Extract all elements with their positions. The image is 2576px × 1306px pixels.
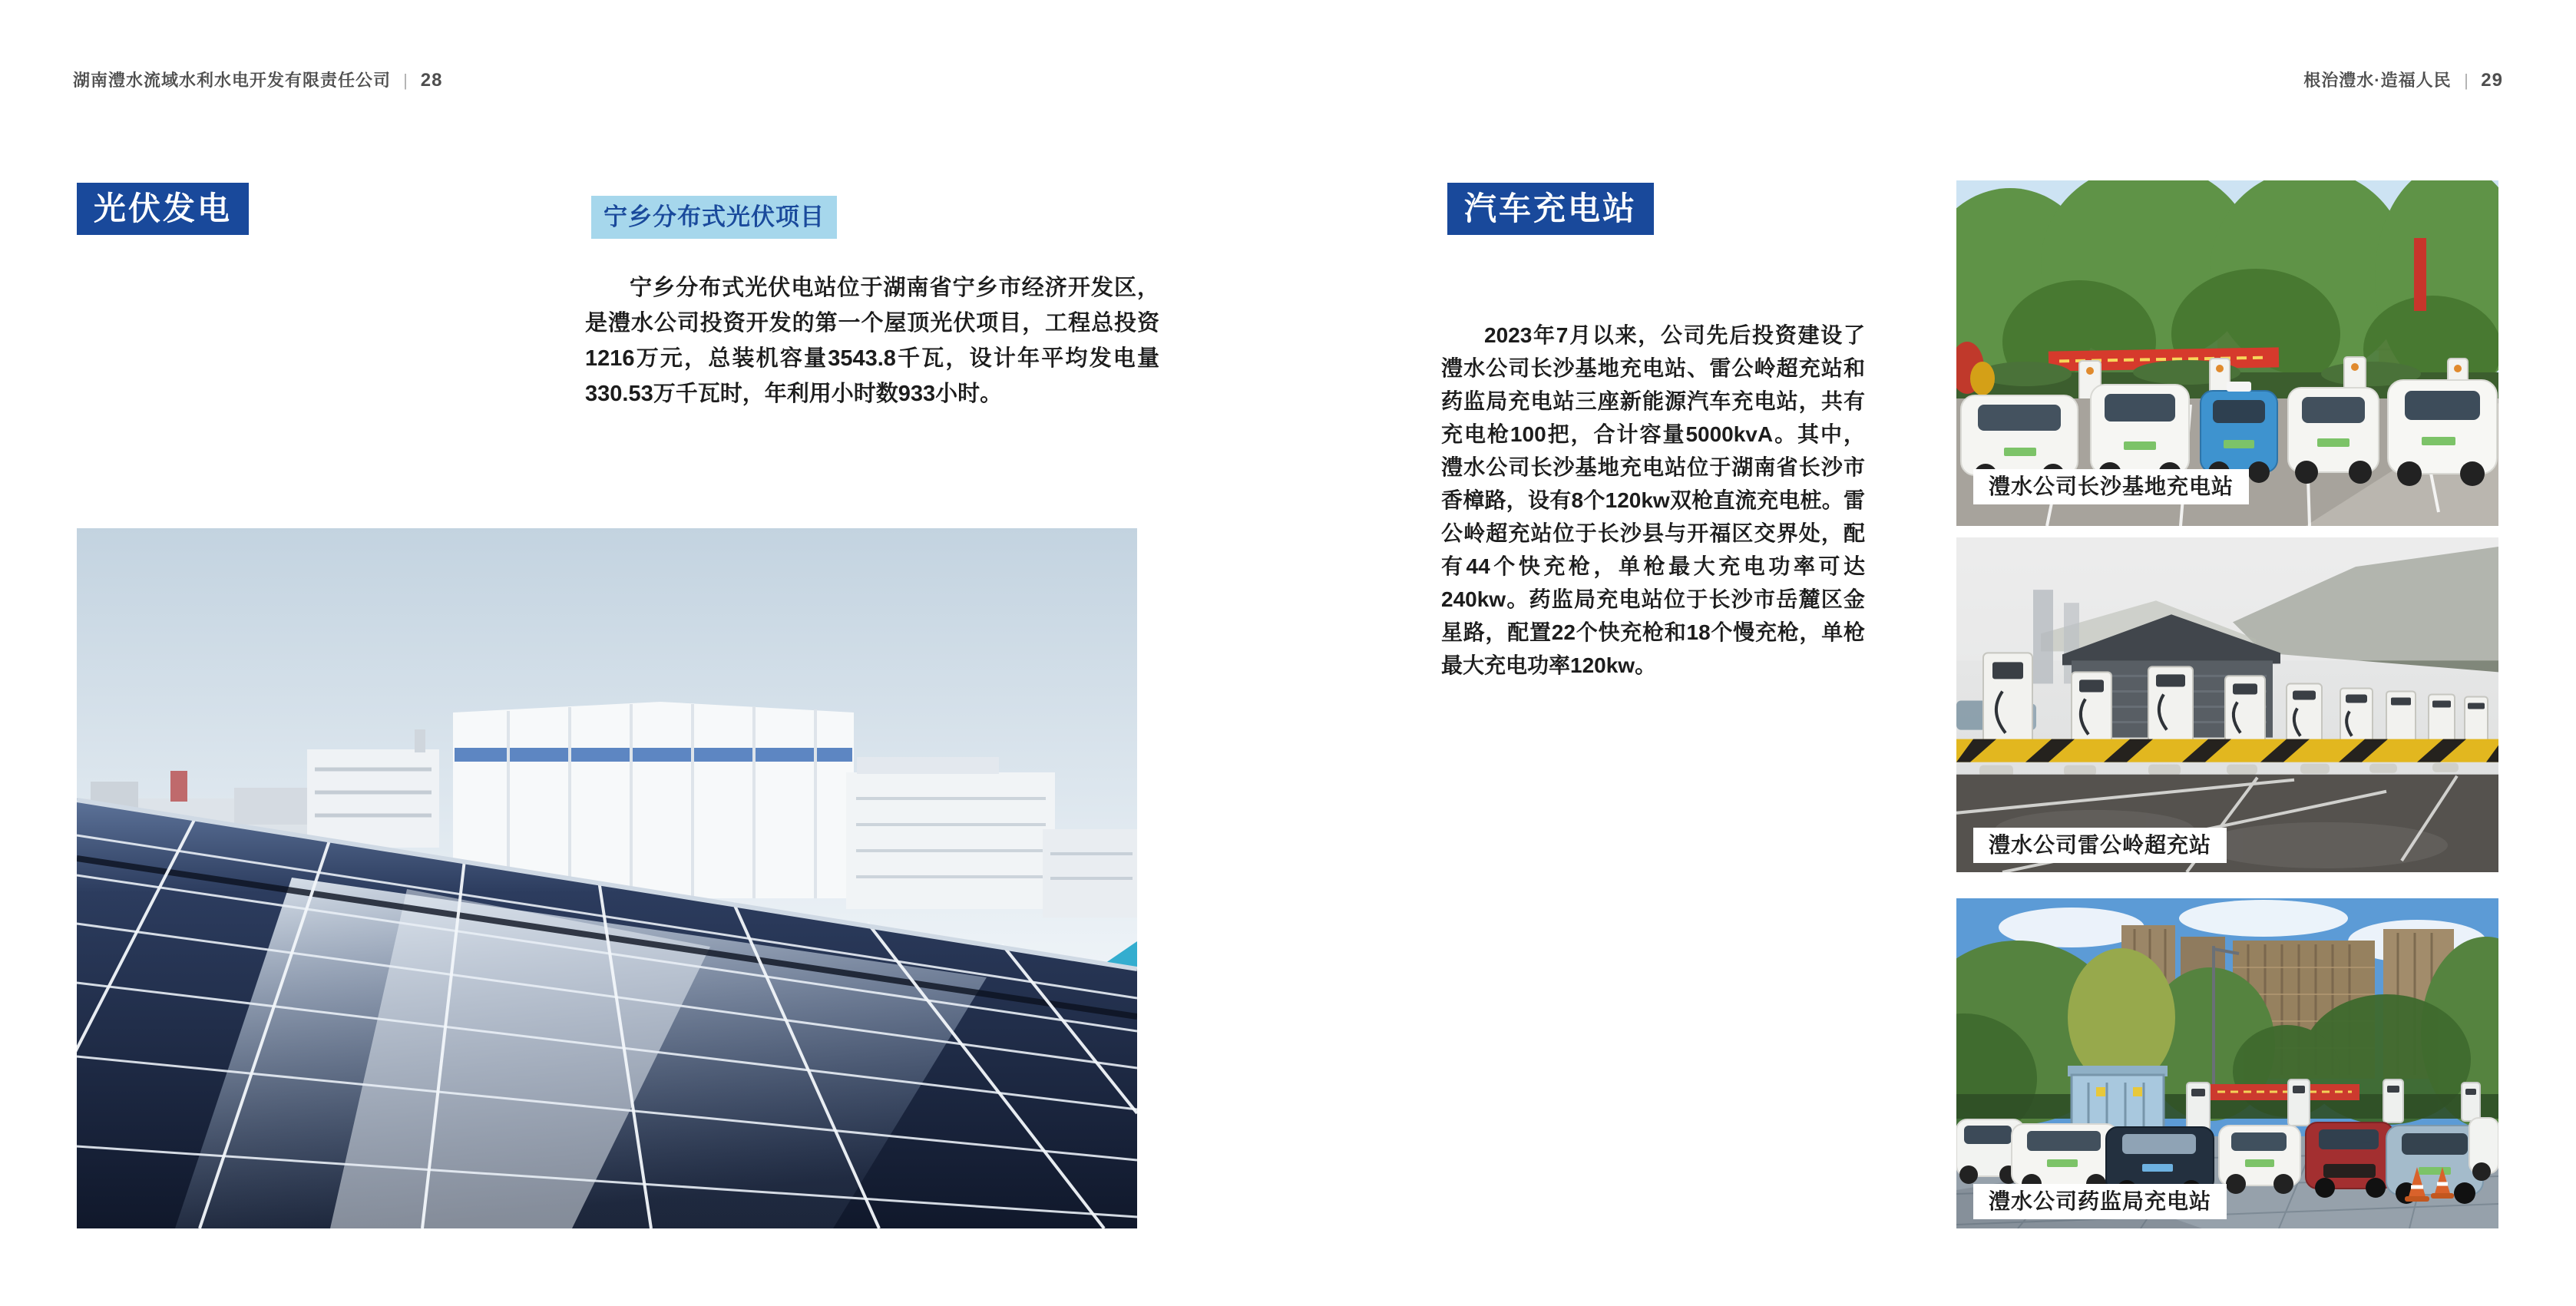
changsha-base-station-photo [1956, 180, 2498, 526]
solar-photo-illustration [77, 528, 1137, 1228]
section-title-ev: 汽车充电站 [1447, 183, 1654, 235]
yaojianju-station-photo [1956, 898, 2498, 1228]
photo-caption-changsha-base: 澧水公司长沙基地充电站 [1973, 469, 2249, 504]
company-name: 湖南澧水流域水利水电开发有限责任公司 [73, 71, 392, 90]
charging-station-3-illustration [1956, 898, 2498, 1228]
slogan-text: 根治澧水·造福人民 [2303, 71, 2452, 90]
photo-caption-leigongling: 澧水公司雷公岭超充站 [1973, 828, 2227, 863]
page-header-left [73, 68, 442, 91]
page-number-left: 28 [420, 70, 443, 91]
photo-caption-yaojianju: 澧水公司药监局充电站 [1973, 1184, 2227, 1219]
page-number-right: 29 [2481, 70, 2503, 91]
header-divider: | [404, 71, 408, 90]
rooftop-solar-panels-photo [77, 528, 1137, 1228]
ev-paragraph: 2023年7月以来，公司先后投资建设了澧水公司长沙基地充电站、雷公岭超充站和药监局充电站三座新能源汽车充电站，共有充电枪100把，合计容量5000kvA。其中，澧水公司长沙基地充电站位于湖南省长沙市香樟路，设有8个120kw双枪直流充电桩。雷公岭超充站位于长沙县与开福区交界处，配有44个快充枪，单枪最大充电功率可达240kw。药监局充电站位于长沙市岳麓区金星路，配置22个快充枪和18个慢充枪，单枪最大充电功率120kw。 [1441, 323, 1865, 677]
project-tag-ningxiang-pv: 宁乡分布式光伏项目 [591, 196, 837, 239]
leigongling-supercharge-station-photo [1956, 537, 2498, 872]
header-divider: | [2464, 71, 2469, 90]
section-title-pv: 光伏发电 [77, 183, 249, 235]
charging-station-2-illustration [1956, 537, 2498, 872]
pv-paragraph: 宁乡分布式光伏电站位于湖南省宁乡市经济开发区，是澧水公司投资开发的第一个屋顶光伏项目，工程总投资1216万元，总装机容量3543.8千瓦，设计年平均发电量330.53万千瓦时，年利用小时数933小时。 [585, 276, 1159, 406]
page-header-right [2303, 68, 2503, 91]
